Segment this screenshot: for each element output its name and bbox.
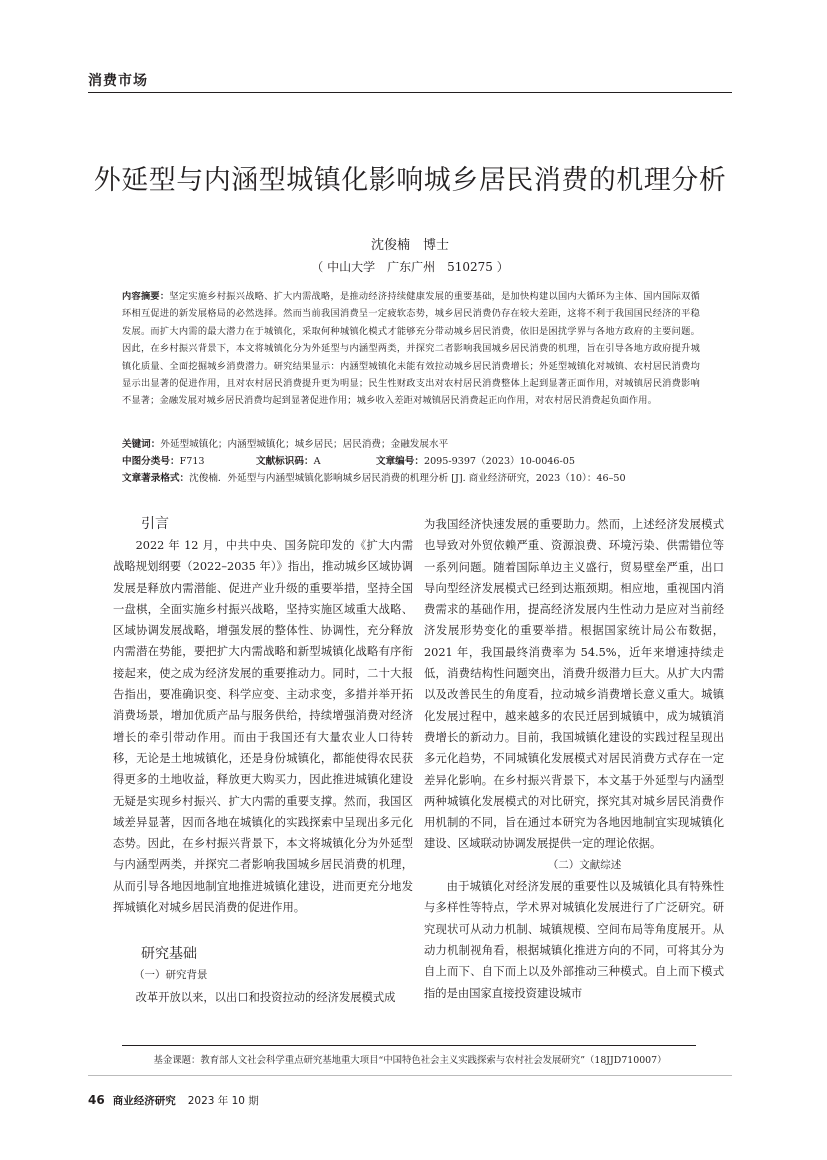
header-rule: [88, 92, 732, 93]
citation: [122, 470, 700, 487]
literature-review-paragraph: 由于城镇化对经济发展的重要性以及城镇化具有特殊性与多样性等特点，学术界对城镇化发展进行了广泛研究。研究现状可从动力机制、城镇规模、空间布局等角度展开。从动力机制视角看，根据城镇化推进方向的不同，可将其分为自上而下、自下而上以及外部推动三种模式。自上而下模式指的是由国家直接投资建设城市: [424, 880, 724, 1000]
citation-text: 沈俊楠．外延型与内涵型城镇化影响城乡居民消费的机理分析 [J]. 商业经济研究，2023（10）：46–50: [189, 473, 626, 484]
funding-note: 基金课题：教育部人文社会科学重点研究基地重大项目“中国特色社会主义实践探索与农村社会发展研究”（18JJD710007）: [153, 1055, 667, 1066]
issue-label: 2023 年 10 期: [187, 1095, 259, 1107]
journal-name: 商业经济研究: [112, 1095, 176, 1107]
abstract: [122, 288, 700, 410]
background-paragraph: 改革开放以来，以出口和投资拉动的经济发展模式成: [135, 990, 396, 1004]
left-column: [113, 514, 413, 1008]
footnote-rule: [122, 1045, 696, 1046]
basis-heading: 研究基础: [141, 946, 197, 963]
page-number: 46: [88, 1093, 105, 1107]
keywords: [122, 436, 700, 453]
background-continuation: 为我国经济快速发展的重要助力。然而，上述经济发展模式也导致对外贸依赖严重、资源浪费、环境污染、供需错位等一系列问题。随着国际单边主义盛行，贸易壁垒严重，出口导向型经济发展模式已经到达瓶颈期。相应地，重视国内消费需求的基础作用，提高经济发展内生性动力是应对当前经济发展形势变化的重要举措。根据国家统计局公布数据，2021 年，我国最终消费率为 54.5%，近年来增速持续走低，消费结构性问题突出，消费升级潜力巨大。从扩大内需以及改善民生的角度看，拉动城乡消费增长意义重大。城镇化发展过程中，越来越多的农民迁居到城镇中，成为城镇消费增长的新动力。目前，我国城镇化建设的实践过程呈现出多元化趋势，不同城镇化发展模式对居民消费方式存在一定差异化影响。在乡村振兴背景下，本文基于外延型与内涵型两种城镇化发展模式的对比研究，探究其对城乡居民消费作用机制的不同，旨在通过本研究为各地因地制宜实现城镇化建设、区域联动协调发展提供一定的理论依据。: [424, 518, 724, 851]
article-title: 外延型与内涵型城镇化影响城乡居民消费的机理分析: [93, 165, 727, 196]
literature-review-subheading: （二）文献综述: [547, 858, 622, 871]
author-name: 沈俊楠 博士: [370, 238, 449, 253]
keywords-text: 外延型城镇化；内涵型城镇化；城乡居民；居民消费；金融发展水平: [160, 439, 449, 450]
article-number-label: 文章编号：: [376, 456, 424, 467]
doc-code-value: A: [313, 456, 321, 467]
classification: [122, 453, 700, 470]
doc-code-field: [256, 453, 376, 470]
abstract-label: 内容摘要：: [122, 291, 170, 302]
page-footer: [88, 1093, 259, 1108]
abstract-text: 坚定实施乡村振兴战略、扩大内需战略，是推动经济持续健康发展的重要基础，是加快构建以国内大循环为主体、国内国际双循环相互促进的新发展格局的必然选择。然而当前我国消费呈一定疲软态势，城乡居民消费仍存在较大差距，这将不利于我国国民经济的平稳发展。而扩大内需的最大潜力在于城镇化，采取何种城镇化模式才能够充分带动城乡居民消费，依旧是困扰学界与各地方政府的主要问题。因此，在乡村振兴背景下，本文将城镇化分为外延型与内涵型两类，并探究二者影响我国城乡居民消费的机理，旨在引导各地方政府提升城镇化质量、全面挖掘城乡消费潜力。研究结果显示：内涵型城镇化未能有效拉动城乡居民消费增长；外延型城镇化对城镇、农村居民消费均显示出显著的促进作用，且对农村居民消费提升更为明显；民生性财政支出对农村居民消费整体上起到显著正面作用，对城镇居民消费影响不显著；金融发展对城乡居民消费均起到显著促进作用；城乡收入差距对城镇居民消费起正向作用，对农村居民消费起负面作用。: [122, 291, 701, 407]
clc-label: 中图分类号：: [122, 456, 180, 467]
article-number-field: [376, 453, 575, 470]
author-affiliation: （ 中山大学 广东广州 510275 ）: [311, 260, 509, 274]
intro-heading: 引言: [141, 516, 169, 532]
clc-field: [122, 453, 256, 470]
keywords-label: 关键词：: [122, 439, 161, 450]
intro-paragraph: 2022 年 12 月，中共中央、国务院印发的《扩大内需战略规划纲要（2022–2035 年）》指出，推动城乡区域协调发展是释放内需潜能、促进产业升级的重要举措，坚持全国一盘棋，全面实施乡村振兴战略，坚持实施区域重大战略、区域协调发展战略，增强发展的整体性、协调性，充分释放内需潜在势能，要把扩大内需战略和新型城镇化战略有序衔接起来，使之成为经济发展的重要推动力。同时，二十大报告指出，要准确识变、科学应变、主动求变，多措并举开拓消费场景，增加优质产品与服务供给，持续增强消费对经济增长的牵引带动作用。而由于我国还有大量农业人口待转移，无论是土地城镇化，还是身份城镇化，都能使得农民获得更多的土地收益，释放更大购买力，因此推进城镇化建设无疑是实现乡村振兴、扩大内需的重要支撑。然而，我国区域差异显著，因而各地在城镇化的实践探索中呈现出多元化态势。因此，在乡村振兴背景下，本文将城镇化分为外延型与内涵型两类，并探究二者影响我国城乡居民消费的机理，从而引导各地因地制宜地推进城镇化建设，进而更充分地发挥城镇化对城乡居民消费的促进作用。: [113, 539, 413, 915]
section-label: 消费市场: [88, 73, 148, 89]
background-subheading: （一）研究背景: [134, 969, 208, 982]
citation-label: 文章著录格式：: [122, 473, 190, 484]
article-number-value: 2095-9397（2023）10-0046-05: [423, 456, 575, 467]
right-column: [424, 514, 724, 1004]
footer-rule: [88, 1075, 732, 1076]
clc-value: F713: [179, 456, 205, 467]
doc-code-label: 文献标识码：: [256, 456, 314, 467]
